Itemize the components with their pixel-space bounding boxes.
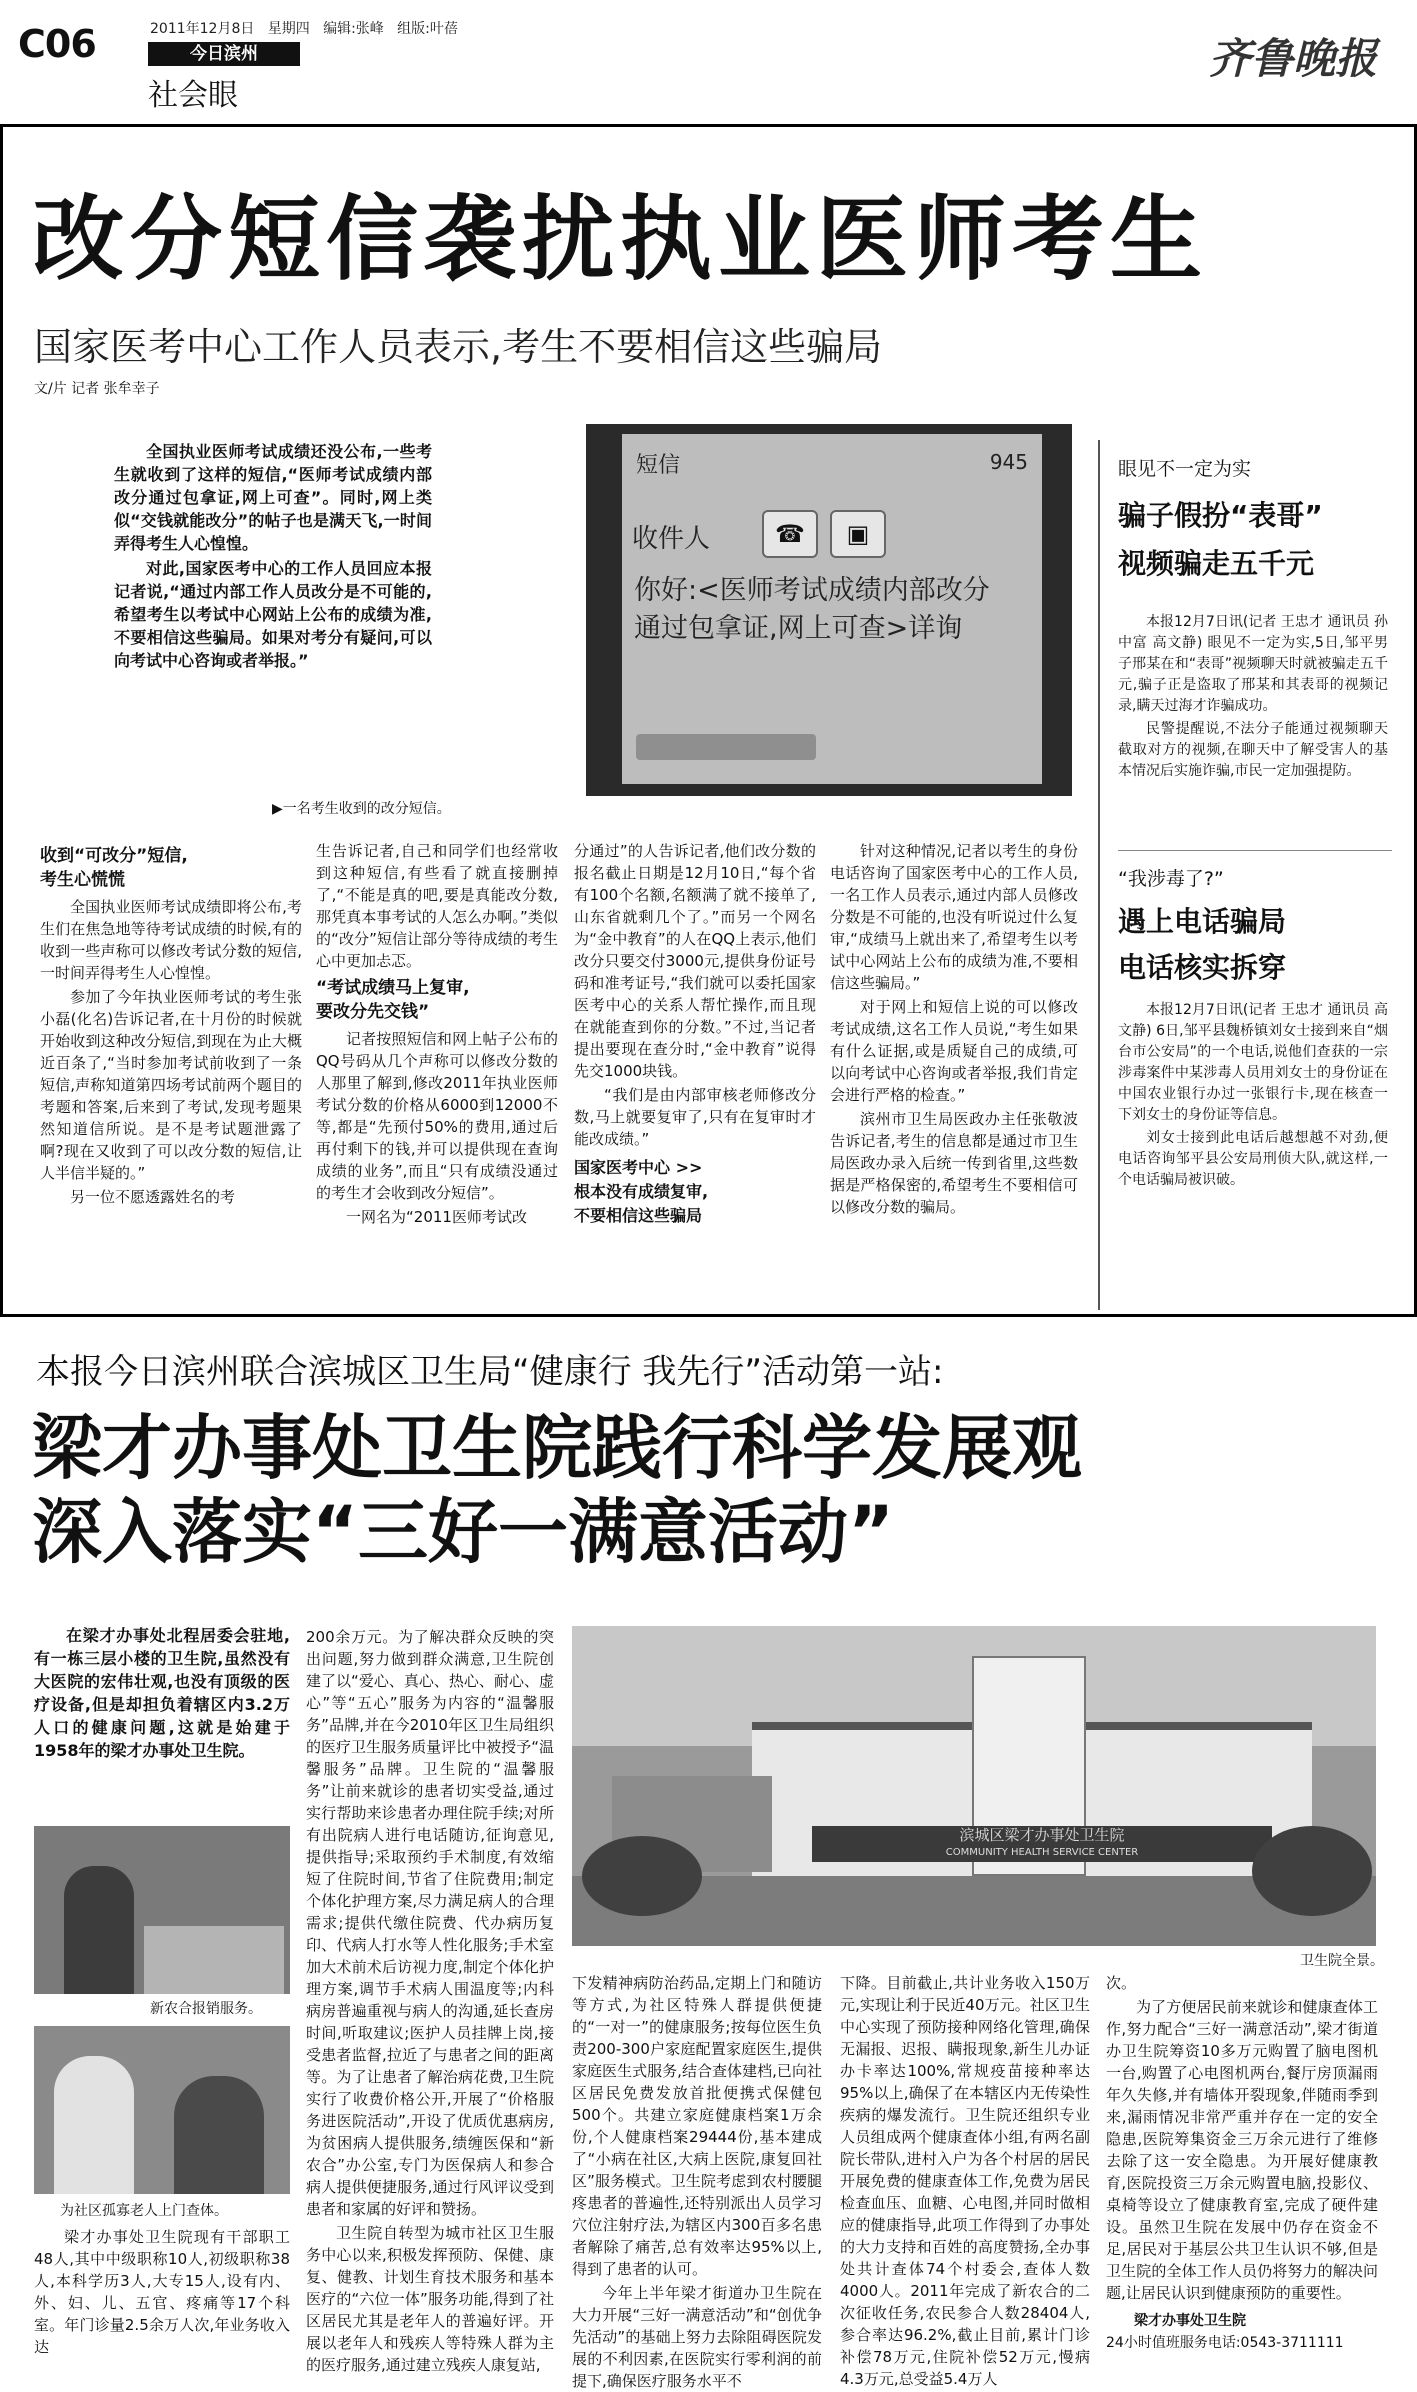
sidebar2-headline: 遇上电话骗局	[1118, 905, 1287, 938]
sidebar2-headline2: 电话核实拆穿	[1118, 951, 1287, 984]
photo1-caption: 新农合报销服务。	[150, 2001, 262, 2017]
col1-p1: 全国执业医师考试成绩即将公布,考生们在焦急地等待考试成绩的时候,有的收到一些声称可以修改考试分数的短信,一时间弄得考生人心惶惶。	[40, 898, 302, 982]
article2-footer	[1106, 2310, 1386, 2354]
article1-col2	[316, 840, 558, 1310]
sms-photo	[586, 424, 1072, 796]
article1-subheadline: 国家医考中心工作人员表示,考生不要相信这些骗局	[34, 325, 883, 369]
issue-date: 2011年12月8日	[150, 21, 255, 37]
col1-p2: 参加了今年执业医师考试的考生张小磊(化名)告诉记者,在十月份的时候就开始收到这种改分短信,到现在为止大概近百条了,“当时参加考试前收到了一条短信,声称知道第四场考试前两个题目的考题和答案,后来到了考试,发现考题果然知道信所说。是不是考试题泄露了啊?现在又收到了可以改分数的短信,让人半信半疑的。”	[40, 988, 302, 1182]
page-number: C06	[18, 22, 96, 66]
home-checkup-photo	[34, 2026, 290, 2194]
col2-p3: 一网名为“2011医师考试改	[346, 1208, 527, 1226]
top-frame-line	[0, 124, 1417, 127]
colE-p1: 次。	[1106, 1974, 1137, 1992]
col1-subhead2: 考生心慌慌	[40, 870, 125, 890]
col2-p1: 生告诉记者,自己和同学们也经常收到这种短信,有些看了就直接删掉了,“不能是真的吧,要是真能改分数,那凭真本事考试的人怎么办啊。”类似的“改分”短信让部分等待成绩的考生心中更加忐忑。	[316, 842, 558, 970]
section-name: 社会眼	[148, 78, 238, 113]
issue-editor: 编辑:张峰	[323, 21, 384, 37]
colC-p1: 下发精神病防治药品,定期上门和随访等方式,为社区特殊人群提供便捷的“一对一”的健康服务;按每位医生负责200-300户家庭配置家庭医生,提供家庭医生式服务,结合查体建档,已向社区居民免费发放首批便携式保健包500个。共建立家庭健康档案1万余份,个人健康档案29444份,基本建成了“小病在社区,大病上医院,康复回社区”服务模式。卫生院考虑到农村腰腿疼患者的普遍性,还特别派出人员学习穴位注射疗法,为辖区内300百多名患者解除了痛苦,总有效率达95%以上,得到了患者的认可。	[572, 1974, 822, 2278]
colB-p2: 卫生院自转型为城市社区卫生服务中心以来,积极发挥预防、保健、康复、健教、计划生育技术服务和基本医疗的“六位一体”服务功能,得到了社区居民尤其是老年人的普遍好评。开展以老年人和残疾人等特殊人群为主的医疗服务,通过建立残疾人康复站,	[306, 2224, 554, 2374]
sidebar-divider	[1098, 440, 1100, 1310]
article2-colD	[840, 1972, 1090, 2388]
col3-p2: “我们是由内部审核老师修改分数,马上就要复审了,只有在复审时才能改成绩。”	[574, 1086, 816, 1148]
article1-lead-p1: 全国执业医师考试成绩还没公布,一些考生就收到了这样的短信,“医师考试成绩内部改分通过包拿证,网上可查”。同时,网上类似“交钱就能改分”的帖子也是满天飞,一时间弄得考生人心惶惶。	[114, 442, 432, 553]
tree-left	[582, 1836, 702, 1916]
section-tag: 今日滨州	[148, 42, 300, 66]
article2-colC	[572, 1972, 822, 2390]
issue-info	[150, 18, 458, 38]
insurance-service-photo	[34, 1826, 290, 1994]
sms-recipient-label: 收件人	[632, 524, 711, 554]
col4-p1: 针对这种情况,记者以考生的身份电话咨询了国家医考中心的工作人员,一名工作人员表示,通过内部人员修改分数是不可能的,也没有听说过什么复审,“成绩马上就出来了,希望考生以考试中心网站上公布的成绩为准,不要相信这些骗局。”	[830, 842, 1078, 992]
sidebar1-kicker: 眼见不一定为实	[1118, 458, 1252, 480]
article1-headline: 改分短信袭扰执业医师考生	[32, 186, 1209, 293]
article1-byline: 文/片 记者 张牟幸子	[34, 381, 160, 397]
building-sign	[812, 1826, 1272, 1862]
sms-header-count: 945	[989, 450, 1028, 474]
col3-subhead: 国家医考中心 >>	[574, 1158, 703, 1177]
sidebar1-body-p2: 民警提醒说,不法分子能通过视频聊天截取对方的视频,在聊天中了解受害人的基本情况后实施诈骗,市民一定加强提防。	[1118, 721, 1388, 779]
sidebar2-body	[1118, 1000, 1388, 1300]
photo1-figure	[64, 1866, 134, 1994]
article1-col4	[830, 840, 1078, 1310]
photo2-nurse	[54, 2056, 134, 2194]
article1-lead	[114, 440, 432, 730]
article1-col3	[574, 840, 816, 1310]
sidebar2-kicker: “我涉毒了?”	[1118, 868, 1224, 890]
article2-lead	[34, 1624, 290, 1814]
article2-kicker: 本报今日滨州联合滨城区卫生局“健康行 我先行”活动第一站:	[36, 1352, 944, 1392]
article2-colE	[1106, 1972, 1378, 2302]
col2-subhead2: 要改分先交钱”	[316, 1002, 430, 1022]
phone-screen	[622, 434, 1042, 784]
sidebar-separator	[1118, 850, 1392, 851]
col4-p3: 滨州市卫生局医政办主任张敬波告诉记者,考生的信息都是通过市卫生局医政办录入后统一传到省里,这些数据是严格保密的,希望考生不要相信可以修改分数的骗局。	[830, 1110, 1078, 1216]
article2-headline2: 深入落实“三好一满意活动”	[32, 1491, 895, 1573]
colD-p: 下降。目前截止,共计业务收入150万元,实现让利于民近40万元。社区卫生中心实现了预防接种网络化管理,确保无漏报、迟报、瞒报现象,新生儿办证办卡率达100%,常规疫苗接种率达95%以上,确保了在本辖区内无传染性疾病的爆发流行。卫生院还组织专业人员组成两个健康查体小组,有两名副院长带队,进村入户为各个村居的居民开展免费的健康查体工作,免费为居民检查血压、血糖、心电图,并同时做相应的健康指导,此项工作得到了办事处的大力支持和百姓的高度赞扬,全办事处共计查体74个村委会,查体人数4000人。2011年完成了新农合的二次征收任务,农民参合人数28404人,参合率达96.2%,截止目前,累计门诊补偿78万元,住院补偿52万元,慢病4.3万元,总受益5.4万人	[840, 1974, 1090, 2388]
photo2-caption: 为社区孤寡老人上门查体。	[60, 2203, 228, 2219]
article1-lead-p2: 对此,国家医考中心的工作人员回应本报记者说,“通过内部工作人员改分是不可能的,希望考生以考试中心网站上公布的成绩为准,不要相信这些骗局。如果对考分有疑问,可以向考试中心咨询或者举报。”	[114, 559, 432, 670]
frame-bottom-line	[0, 1314, 1417, 1317]
colE-p2: 为了方便居民前来就诊和健康查体工作,努力配合“三好一满意活动”,梁才街道办卫生院筹资10多万元购置了脑电图机一台,购置了心电图机两台,餐厅房顶漏雨年久失修,并有墙体开裂现象,伴随雨季到来,漏雨情况非常严重并存在一定的安全隐患,医院筹集资金三万余元进行了维修去除了这一安全隐患。为开展好健康教育,医院投资三万余元购置电脑,投影仪、桌椅等设立了健康教育室,完成了硬件建设。虽然卫生院在发展中仍存在资金不足,居民对于基层公共卫生认识不够,但是卫生院的全体工作人员仍将努力的解决问题,让居民认识到健康预防的重要性。	[1106, 1998, 1378, 2302]
article2-lead-p: 在梁才办事处北程居委会驻地,有一栋三层小楼的卫生院,虽然没有大医院的宏伟壮观,也没有顶级的医疗设备,但是却担负着辖区内3.2万人口的健康问题,这就是始建于1958年的梁才办事处卫生院。	[34, 1626, 290, 1760]
sidebar1-headline2: 视频骗走五千元	[1118, 547, 1315, 580]
contact-book-icon: ☎	[762, 510, 818, 558]
sms-message-text: 你好:<医师考试成绩内部改分通过包拿证,网上可查>详询	[634, 575, 990, 644]
photo1-desk	[144, 1926, 284, 1994]
newspaper-logo: 齐鲁晚报	[1208, 34, 1377, 83]
footer-org: 梁才办事处卫生院	[1134, 2313, 1246, 2329]
sidebar2-body-p2: 刘女士接到此电话后越想越不对劲,便电话咨询邹平县公安局刑侦大队,就这样,一个电话骗局被识破。	[1118, 1130, 1388, 1188]
contact-person-icon: ▣	[830, 510, 886, 558]
col1-p3: 另一位不愿透露姓名的考	[70, 1188, 236, 1206]
footer-hotline: 24小时值班服务电话:0543-3711111	[1106, 2335, 1344, 2351]
article1-col1	[40, 840, 302, 1310]
col3-p1: 分通过”的人告诉记者,他们改分数的报名截止日期是12月10日,“每个省有100个名额,名额满了就不接单了,山东省就剩几个了。”而另一个网名为“金中教育”的人在QQ上表示,他们改分只要交付3000元,提供身份证号码和准考证号,“我们就可以委托国家医考中心的关系人帮忙操作,而且现在就能查到你的分数。”不过,当记者提出要现在查分时,“金中教育”说得先交1000块钱。	[574, 842, 816, 1080]
issue-weekday: 星期四	[267, 21, 310, 37]
tree-right	[1252, 1826, 1372, 1916]
photo2-elder	[174, 2076, 264, 2194]
col3-subhead3: 不要相信这些骗局	[574, 1206, 703, 1225]
article2-colA	[34, 2226, 290, 2376]
issue-layout: 组版:叶蓓	[397, 21, 458, 37]
article2-headline: 梁才办事处卫生院践行科学发展观	[32, 1407, 1082, 1489]
article2-colB	[306, 1626, 554, 2376]
col3-subhead2: 根本没有成绩复审,	[574, 1182, 709, 1201]
col2-subhead: “考试成绩马上复审,	[316, 978, 470, 998]
blurred-phone-number	[636, 734, 816, 760]
sidebar2-body-p1: 本报12月7日讯(记者 王忠才 通讯员 高文静) 6日,邹平县魏桥镇刘女士接到来自“烟台市公安局”的一个电话,说他们查获的一宗涉毒案件中某涉毒人员用刘女士的身份证在中国农业银行办过一张银行卡,现在核查一下刘女士的身份证等信息。	[1118, 1002, 1388, 1123]
sms-photo-caption: ▶一名考生收到的改分短信。	[272, 801, 451, 817]
colC-p2: 今年上半年梁才街道办卫生院在大力开展“三好一满意活动”和“创优争先活动”的基础上努力去除阻碍医院发展的不利因素,在医院实行零利润的前提下,确保医疗服务水平不	[572, 2284, 822, 2390]
col4-p2: 对于网上和短信上说的可以修改考试成绩,这名工作人员说,“考生如果有什么证据,或是质疑自己的成绩,可以向考试中心咨询或者举报,我们肯定会进行严格的检查。”	[830, 998, 1078, 1104]
hospital-building-photo	[572, 1626, 1376, 1946]
col2-p2: 记者按照短信和网上帖子公布的QQ号码从几个声称可以修改分数的人那里了解到,修改2011年执业医师考试分数的价格从6000到12000不等,都是“先预付50%的费用,通过后再付剩下的钱,并可以提供现在查询成绩的业务”,而且“只有成绩没通过的考生才会收到改分短信”。	[316, 1030, 558, 1202]
building-sign-en: COMMUNITY HEALTH SERVICE CENTER	[945, 1847, 1139, 1858]
left-frame-line	[0, 124, 3, 1316]
col1-subhead: 收到“可改分”短信,	[40, 846, 188, 866]
photo3-caption: 卫生院全景。	[1300, 1953, 1384, 1969]
sidebar1-headline: 骗子假扮“表哥”	[1118, 499, 1323, 532]
sms-header-title: 短信	[636, 453, 681, 478]
sidebar1-body-p1: 本报12月7日讯(记者 王忠才 通讯员 孙中富 高文静) 眼见不一定为实,5日,邹平男子邢某在和“表哥”视频聊天时就被骗走五千元,骗子正是盗取了邢某和其表哥的视频记录,瞒天过海才诈骗成功。	[1118, 614, 1388, 714]
building-sign-cn: 滨城区梁才办事处卫生院	[959, 1826, 1125, 1844]
colA-p: 梁才办事处卫生院现有干部职工48人,其中中级职称10人,初级职称38人,本科学历3人,大专15人,设有内、外、妇、儿、五官、疼痛等17个科室。年门诊量2.5余万人次,年业务收入达	[34, 2228, 290, 2356]
colB-p1: 200余万元。为了解决群众反映的突出问题,努力做到群众满意,卫生院创建了以“爱心、真心、热心、耐心、虚心”等“五心”服务为内容的“温馨服务”品牌,并在今2010年区卫生局组织的医疗卫生服务质量评比中被授予“温馨服务”品牌。卫生院的“温馨服务”让前来就诊的患者切实受益,通过实行帮助来诊患者办理住院手续;对所有出院病人进行电话随访,征询意见,提供指导;采取预约手术制度,有效缩短了住院时间,节省了住院费用;制定个体化护理方案,尽力满足病人的合理需求;提供代缴住院费、代办病历复印、代病人打水等人性化服务;手术室加大术前术后访视力度,制定个体化护理方案,调节手术病人围温度等;内科病房普遍重视与病人的沟通,延长查房时间,听取建议;医护人员挂牌上岗,接受患者监督,拉近了与患者之间的距离等。为了让患者了解治病花费,卫生院实行了收费价格公开,开展了“价格服务进医院活动”,开设了优质优惠病房,为贫困病人提供服务,绩缠医保和“新农合”办公室,专门为医保病人和参合病人提供便捷服务,通过行风评议受到患者和家属的好评和赞扬。	[306, 1628, 554, 2218]
sidebar1-body	[1118, 612, 1388, 852]
